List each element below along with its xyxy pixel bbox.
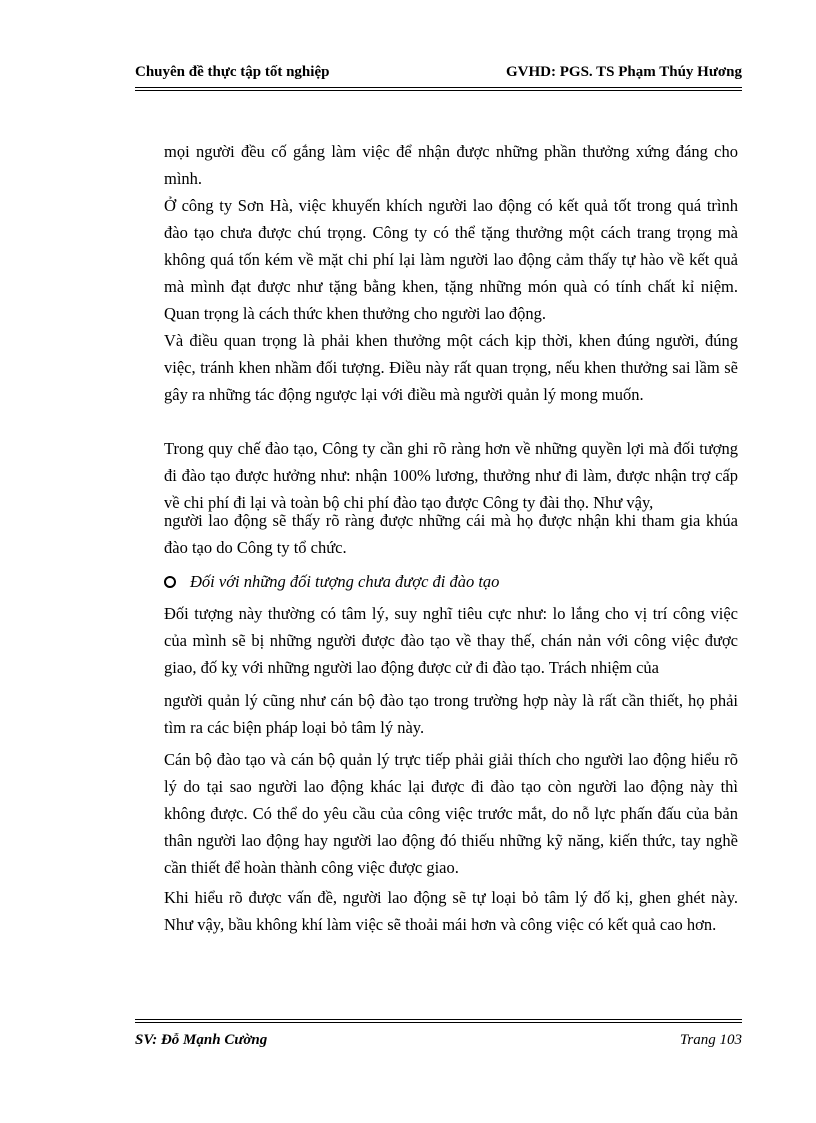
header-supervisor: GVHD: PGS. TS Phạm Thúy Hương	[506, 64, 742, 80]
bullet-circle-icon	[164, 576, 176, 588]
paragraph-2: Ở công ty Sơn Hà, việc khuyến khích người lao động có kết quả tốt trong quá trình đào tạo chưa được chú trọng. Công ty có thể tặng thưởng một cách trang trọng mà không quá tốn kém về mặt chi phí lại làm người lao động cảm thấy tự hào về kết quả mà mình đạt được như tặng bằng khen, tặng những món quà có tính chất kỉ niệm. Quan trọng là cách thức khen thưởng cho người lao động.	[164, 196, 738, 323]
paragraph-8: Cán bộ đào tạo và cán bộ quản lý trực tiếp phải giải thích cho người lao động hiểu rõ lý do tại sao người lao động khác lại được đi đào tạo còn người lao động này thì không được. Có thể do yêu cầu của công việc trước mắt, do nỗ lực phấn đấu của bản thân người lao động hay người lao động đó thiếu những kỹ năng, kiến thức, tay nghề cần thiết để hoàn thành công việc được giao.	[164, 750, 738, 877]
paragraph-5: người lao động sẽ thấy rõ ràng được những cái mà họ được nhận khi tham gia khúa đào tạo do Công ty tổ chức.	[164, 511, 738, 557]
paragraph-6: Đối tượng này thường có tâm lý, suy nghĩ tiêu cực như: lo lắng cho vị trí công việc của mình sẽ bị những người được đào tạo về thay thế, chán nản với công việc được giao, đố kỵ với những người lao động được cử đi đào tạo. Trách nhiệm của	[164, 604, 738, 677]
header-rule-top	[135, 87, 742, 88]
paragraph-9: Khi hiểu rõ được vấn đề, người lao động sẽ tự loại bỏ tâm lý đố kị, ghen ghét này. Như vậy, bầu không khí làm việc sẽ thoải mái hơn và công việc có kết quả cao hơn.	[164, 888, 738, 934]
paragraph-3: Và điều quan trọng là phải khen thưởng một cách kịp thời, khen đúng người, đúng việc, tránh khen nhầm đối tượng. Điều này rất quan trọng, nếu khen thưởng sai lầm sẽ gây ra những tác động ngược lại với điều mà người quản lý mong muốn.	[164, 331, 738, 404]
header-rule-bottom	[135, 90, 742, 91]
footer-rule-bottom	[135, 1022, 742, 1023]
footer-page-number: Trang 103	[679, 1032, 742, 1048]
footer-student: SV: Đỗ Mạnh Cường	[135, 1032, 268, 1048]
bullet-heading	[164, 568, 499, 595]
paragraph-4: Trong quy chế đào tạo, Công ty cần ghi rõ ràng hơn về những quyền lợi mà đối tượng đi đào tạo được hưởng như: nhận 100% lương, thưởng như đi làm, được nhận trợ cấp về chi phí đi lại và toàn bộ chi phí đào tạo được Công ty đài thọ. Như vậy,	[164, 439, 738, 512]
bullet-heading-text: Đối với những đối tượng chưa được đi đào tạo	[190, 572, 500, 591]
paragraph-1: mọi người đều cố gắng làm việc để nhận được những phần thưởng xứng đáng cho mình.	[164, 142, 738, 188]
paragraph-7: người quản lý cũng như cán bộ đào tạo trong trường hợp này là rất cần thiết, họ phải tìm ra các biện pháp loại bỏ tâm lý này.	[164, 691, 738, 737]
footer-rule-top	[135, 1019, 742, 1020]
page-footer	[135, 1032, 742, 1056]
page-header	[135, 62, 742, 86]
header-title: Chuyên đề thực tập tốt nghiệp	[135, 64, 330, 80]
